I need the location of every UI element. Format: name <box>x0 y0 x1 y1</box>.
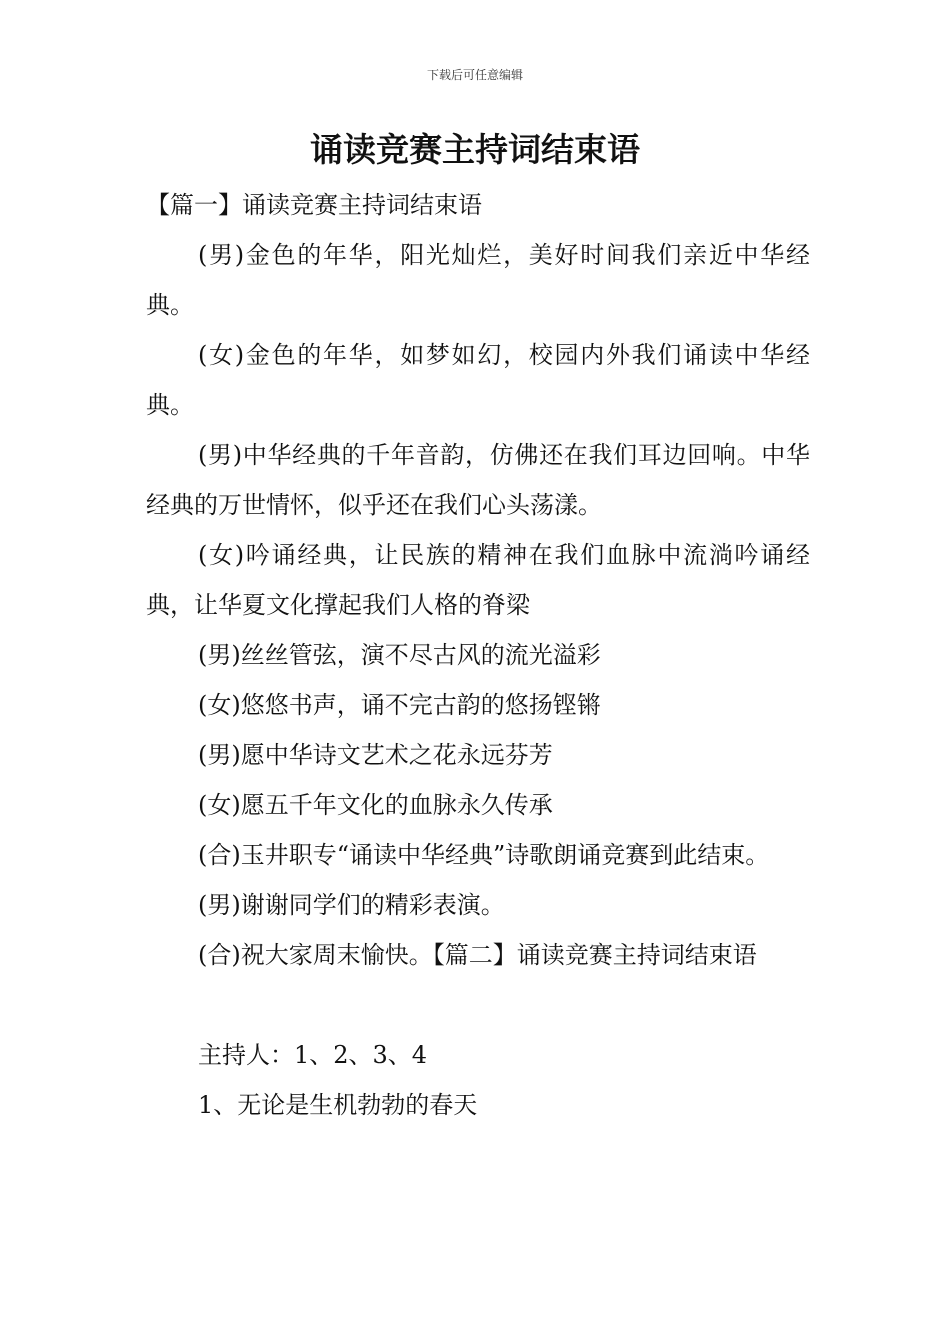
paragraph: 1、无论是生机勃勃的春天 <box>198 1091 478 1119</box>
document-title: 诵读竞赛主持词结束语 <box>310 130 640 169</box>
document-body <box>146 180 810 1130</box>
section-heading: 【篇一】诵读竞赛主持词结束语 <box>146 191 482 219</box>
paragraph: (合)祝大家周末愉快。【篇二】诵读竞赛主持词结束语 <box>198 941 757 969</box>
paragraph: (女)金色的年华，如梦如幻，校园内外我们诵读中华经典。 <box>146 341 810 419</box>
paragraph: (男)愿中华诗文艺术之花永远芬芳 <box>198 741 553 769</box>
header-note: 下载后可任意编辑 <box>426 68 523 82</box>
paragraph: (女)吟诵经典，让民族的精神在我们血脉中流淌吟诵经典，让华夏文化撑起我们人格的脊梁 <box>146 541 810 619</box>
paragraph: (男)金色的年华，阳光灿烂，美好时间我们亲近中华经典。 <box>146 241 810 319</box>
paragraph: (男)丝丝管弦，演不尽古风的流光溢彩 <box>198 641 601 669</box>
paragraph: (合)玉井职专“诵读中华经典”诗歌朗诵竞赛到此结束。 <box>198 841 770 869</box>
blank-line <box>146 980 810 1030</box>
paragraph: (女)悠悠书声，诵不完古韵的悠扬铿锵 <box>198 691 601 719</box>
paragraph: (男)谢谢同学们的精彩表演。 <box>198 891 505 919</box>
paragraph: (男)中华经典的千年音韵，仿佛还在我们耳边回响。中华经典的万世情怀，似乎还在我们心头荡漾。 <box>146 441 810 519</box>
paragraph: 主持人：1、2、3、4 <box>198 1041 428 1069</box>
paragraph: (女)愿五千年文化的血脉永久传承 <box>198 791 553 819</box>
